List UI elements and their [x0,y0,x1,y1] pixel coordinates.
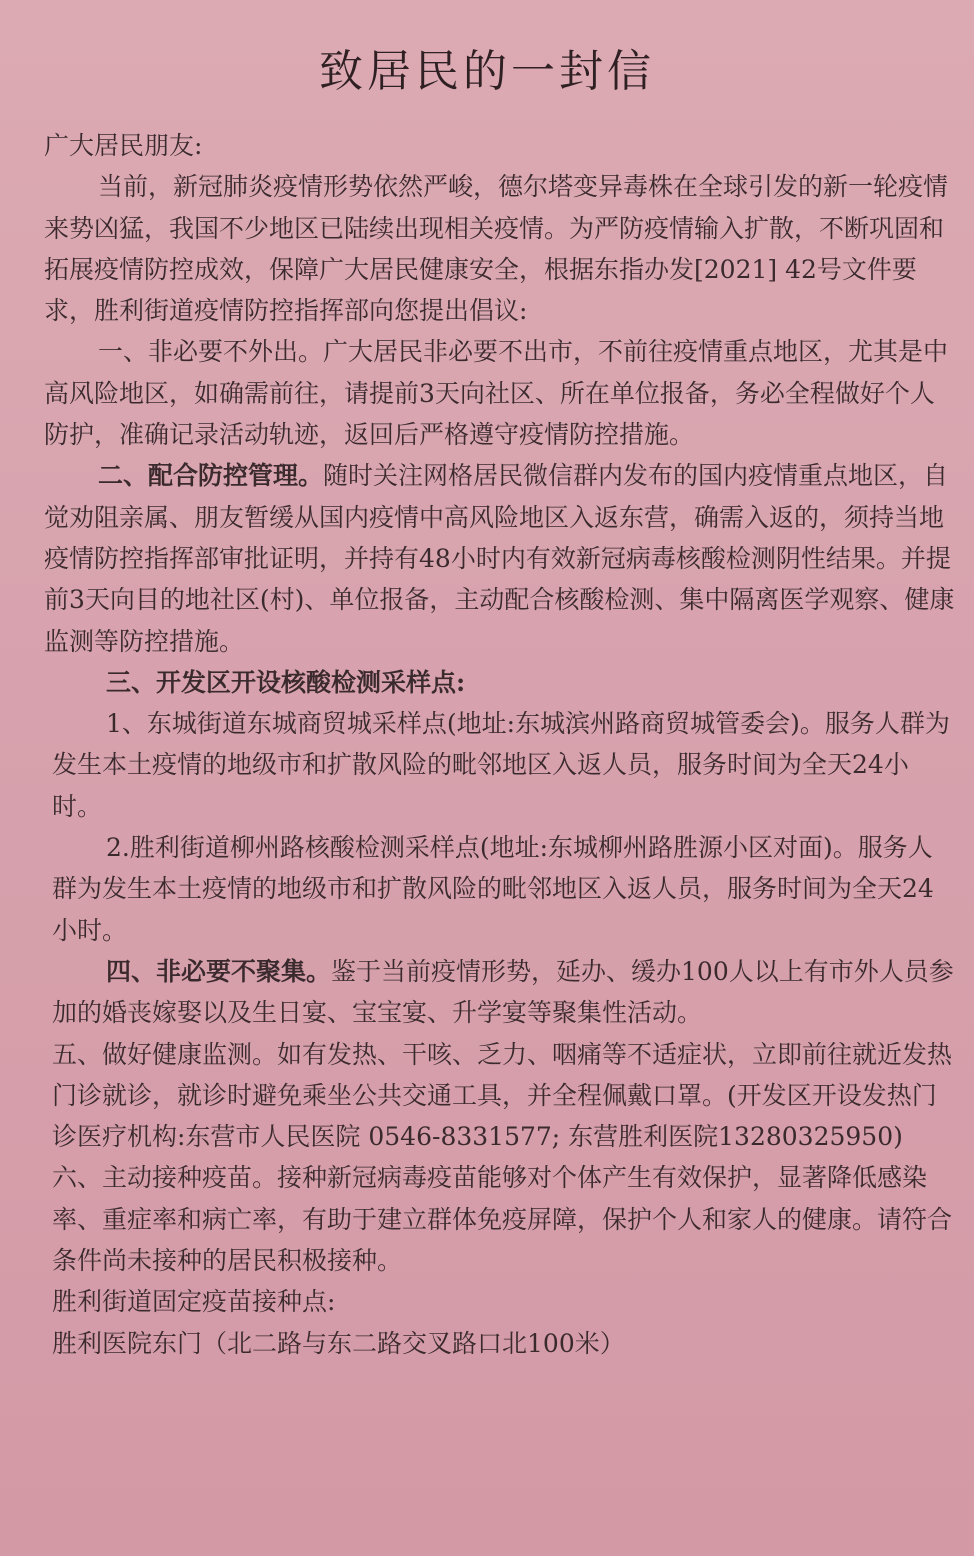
section-2-heading: 二、配合防控管理。 [98,461,324,491]
greeting: 广大居民朋友: [44,131,203,160]
vaccine-site-label: 胜利街道固定疫苗接种点: [52,1287,336,1317]
section-1: 一、非必要不外出。广大居民非必要不出市，不前往疫情重点地区，尤其是中高风险地区，如确需前往，请提前3天向社区、所在单位报备，务必全程做好个人防护，准确记录活动轨迹，返回后严格遵守疫情防控措施。 [44,337,949,450]
section-2-text: 随时关注网格居民微信群内发布的国内疫情重点地区，自觉劝阻亲属、朋友暂缓从国内疫情中高风险地区入返东营，确需入返的，须持当地疫情防控指挥部审批证明，并持有48小时内有效新冠病毒核酸检测阴性结果。并提前3天向目的地社区(村)、单位报备，主动配合核酸检测、集中隔离医学观察、健康监测等防控措施。 [44,461,955,656]
section-3-heading: 三、开发区开设核酸检测采样点: [106,667,466,697]
section-3-item-2: 2.胜利街道柳州路核酸检测采样点(地址:东城柳州路胜源小区对面)。服务人群为发生本土疫情的地级市和扩散风险的毗邻地区入返人员，服务时间为全天24小时。 [52,833,934,945]
section-2 [44,455,956,661]
section-3-item-1: 1、东城街道东城商贸城采样点(地址:东城滨州路商贸城管委会)。服务人群为发生本土疫情的地级市和扩散风险的毗邻地区入返人员，服务时间为全天24小时。 [52,709,950,821]
letter-title: 致居民的一封信 [319,46,655,97]
section-6: 六、主动接种疫苗。接种新冠病毒疫苗能够对个体产生有效保护，显著降低感染率、重症率和病亡率，有助于建立群体免疫屏障，保护个人和家人的健康。请符合条件尚未接种的居民积极接种。 [52,1163,953,1276]
letter-body [44,125,956,1364]
section-4-heading: 四、非必要不聚集。 [106,956,332,986]
section-5: 五、做好健康监测。如有发热、干咳、乏力、咽痛等不适症状，立即前往就近发热门诊就诊，就诊时避免乘坐公共交通工具，并全程佩戴口罩。(开发区开设发热门诊医疗机构:东营市人民医院 0546-8331577; 东营胜利医院13280325950) [52,1039,953,1152]
section-4-text: 鉴于当前疫情形势，延办、缓办100人以上有市外人员参加的婚丧嫁娶以及生日宴、宝宝宴、升学宴等聚集性活动。 [52,956,954,1028]
vaccine-site: 胜利医院东门（北二路与东二路交叉路口北100米） [52,1328,625,1358]
section-4 [44,951,956,1034]
intro-paragraph: 当前，新冠肺炎疫情形势依然严峻，德尔塔变异毒株在全球引发的新一轮疫情来势凶猛，我国不少地区已陆续出现相关疫情。为严防疫情输入扩散，不断巩固和拓展疫情防控成效，保障广大居民健康安全，根据东指办发[2021] 42号文件要求，胜利街道疫情防控指挥部向您提出倡议: [44,172,949,326]
